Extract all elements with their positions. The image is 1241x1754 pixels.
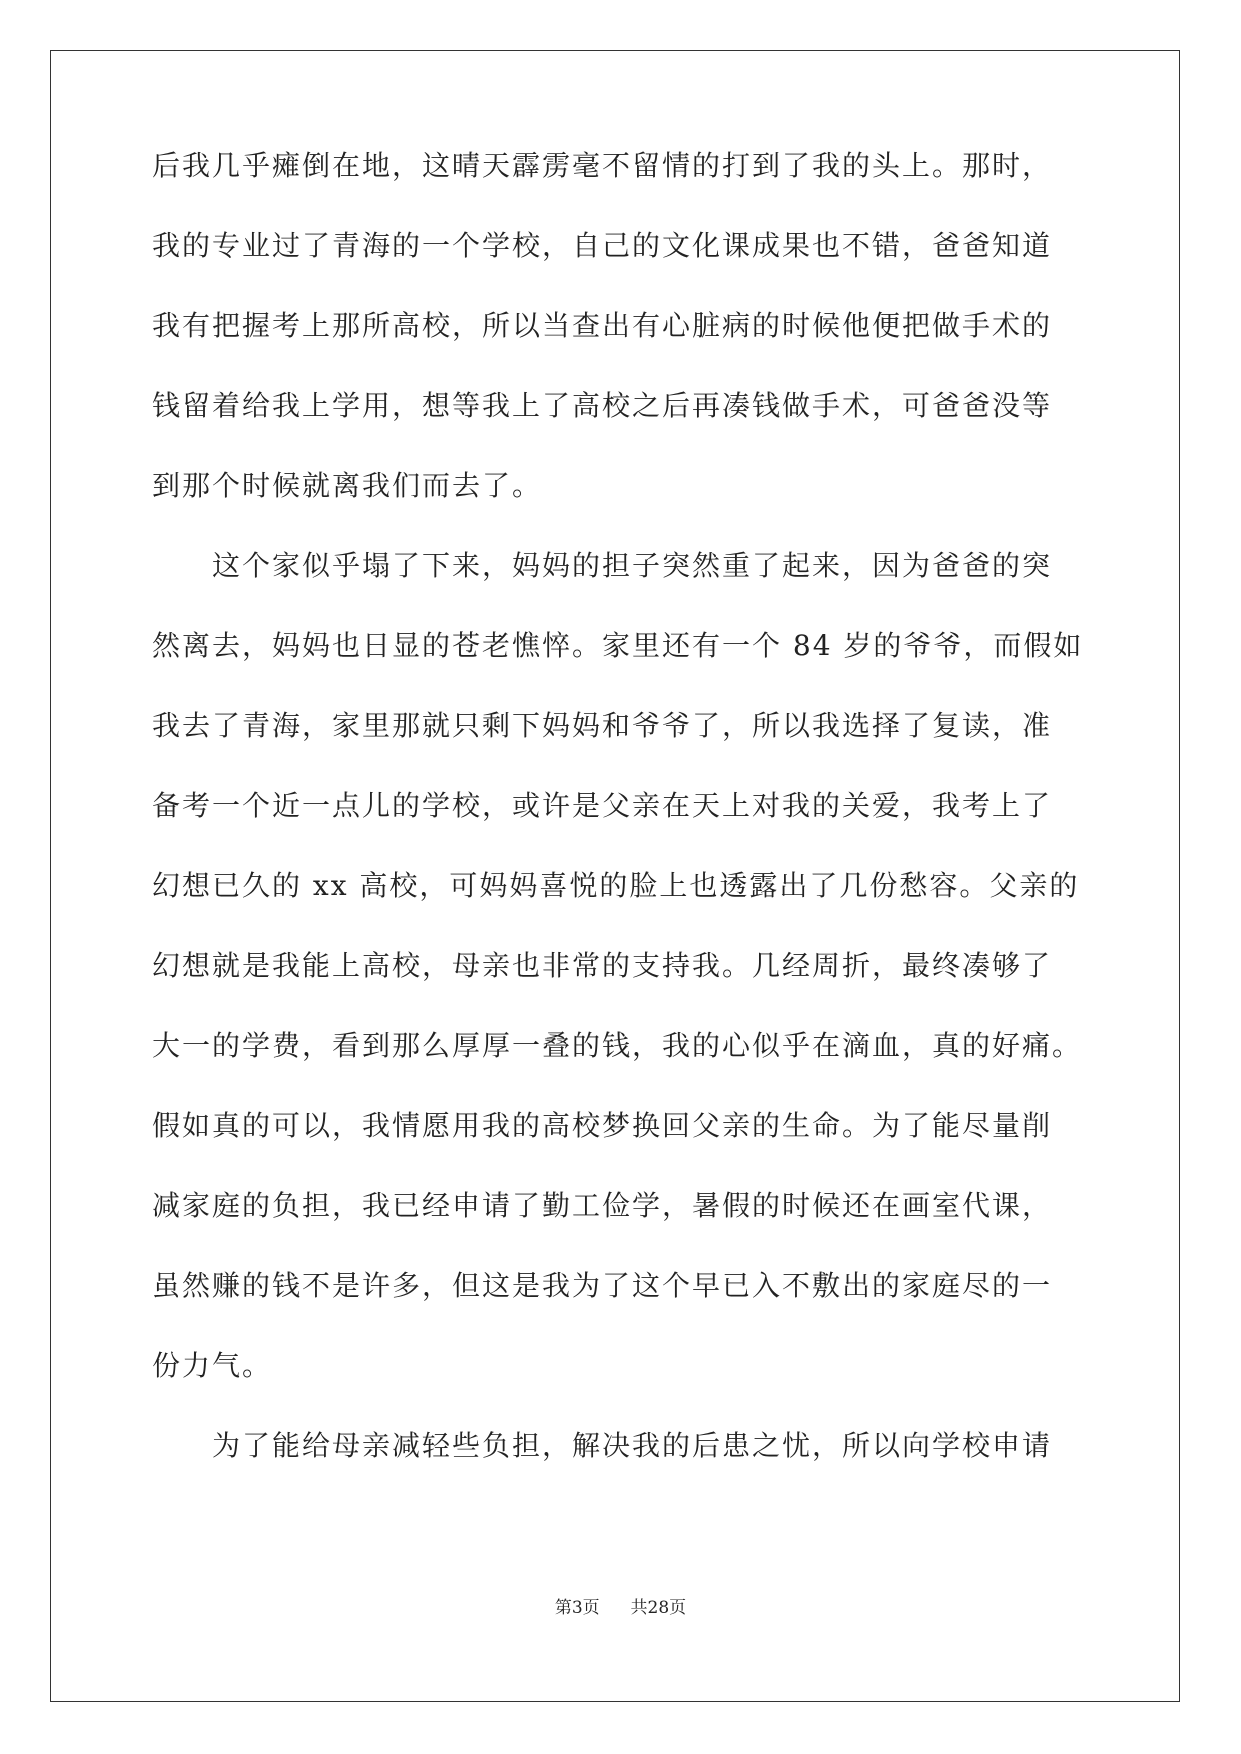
text-line: 幻想就是我能上高校，母亲也非常的支持我。几经周折，最终凑够了 xyxy=(152,949,1053,982)
page-footer xyxy=(0,1596,1241,1620)
text-line: 我去了青海，家里那就只剩下妈妈和爷爷了，所以我选择了复读，准 xyxy=(152,709,1053,742)
text-line: 份力气。 xyxy=(152,1349,273,1382)
text-line: 我的专业过了青海的一个学校，自己的文化课成果也不错，爸爸知道 xyxy=(152,229,1053,262)
page-number: 第3页 xyxy=(554,1598,600,1618)
text-line: 钱留着给我上学用，想等我上了高校之后再凑钱做手术，可爸爸没等 xyxy=(152,389,1053,422)
text-line: 减家庭的负担，我已经申请了勤工俭学，暑假的时候还在画室代课， xyxy=(152,1189,1053,1222)
text-line: 这个家似乎塌了下来，妈妈的担子突然重了起来，因为爸爸的突 xyxy=(152,549,1053,582)
text-line: 虽然赚的钱不是许多，但这是我为了这个早已入不敷出的家庭尽的一 xyxy=(152,1269,1053,1302)
text-line: 大一的学费，看到那么厚厚一叠的钱，我的心似乎在滴血，真的好痛。 xyxy=(152,1029,1083,1062)
text-line: 备考一个近一点儿的学校，或许是父亲在天上对我的关爱，我考上了 xyxy=(152,789,1053,822)
text-line: 然离去，妈妈也日显的苍老憔悴。家里还有一个 84 岁的爷爷，而假如 xyxy=(152,629,1084,662)
page-total: 共28页 xyxy=(630,1598,687,1618)
text-line: 幻想已久的 xx 高校，可妈妈喜悦的脸上也透露出了几份愁容。父亲的 xyxy=(152,869,1080,902)
text-line: 为了能给母亲减轻些负担，解决我的后患之忧，所以向学校申请 xyxy=(152,1429,1053,1462)
text-line: 后我几乎瘫倒在地，这晴天霹雳毫不留情的打到了我的头上。那时， xyxy=(152,149,1053,182)
text-line: 假如真的可以，我情愿用我的高校梦换回父亲的生命。为了能尽量削 xyxy=(152,1109,1053,1142)
text-line: 到那个时候就离我们而去了。 xyxy=(152,469,543,502)
text-line: 我有把握考上那所高校，所以当查出有心脏病的时候他便把做手术的 xyxy=(152,309,1053,342)
